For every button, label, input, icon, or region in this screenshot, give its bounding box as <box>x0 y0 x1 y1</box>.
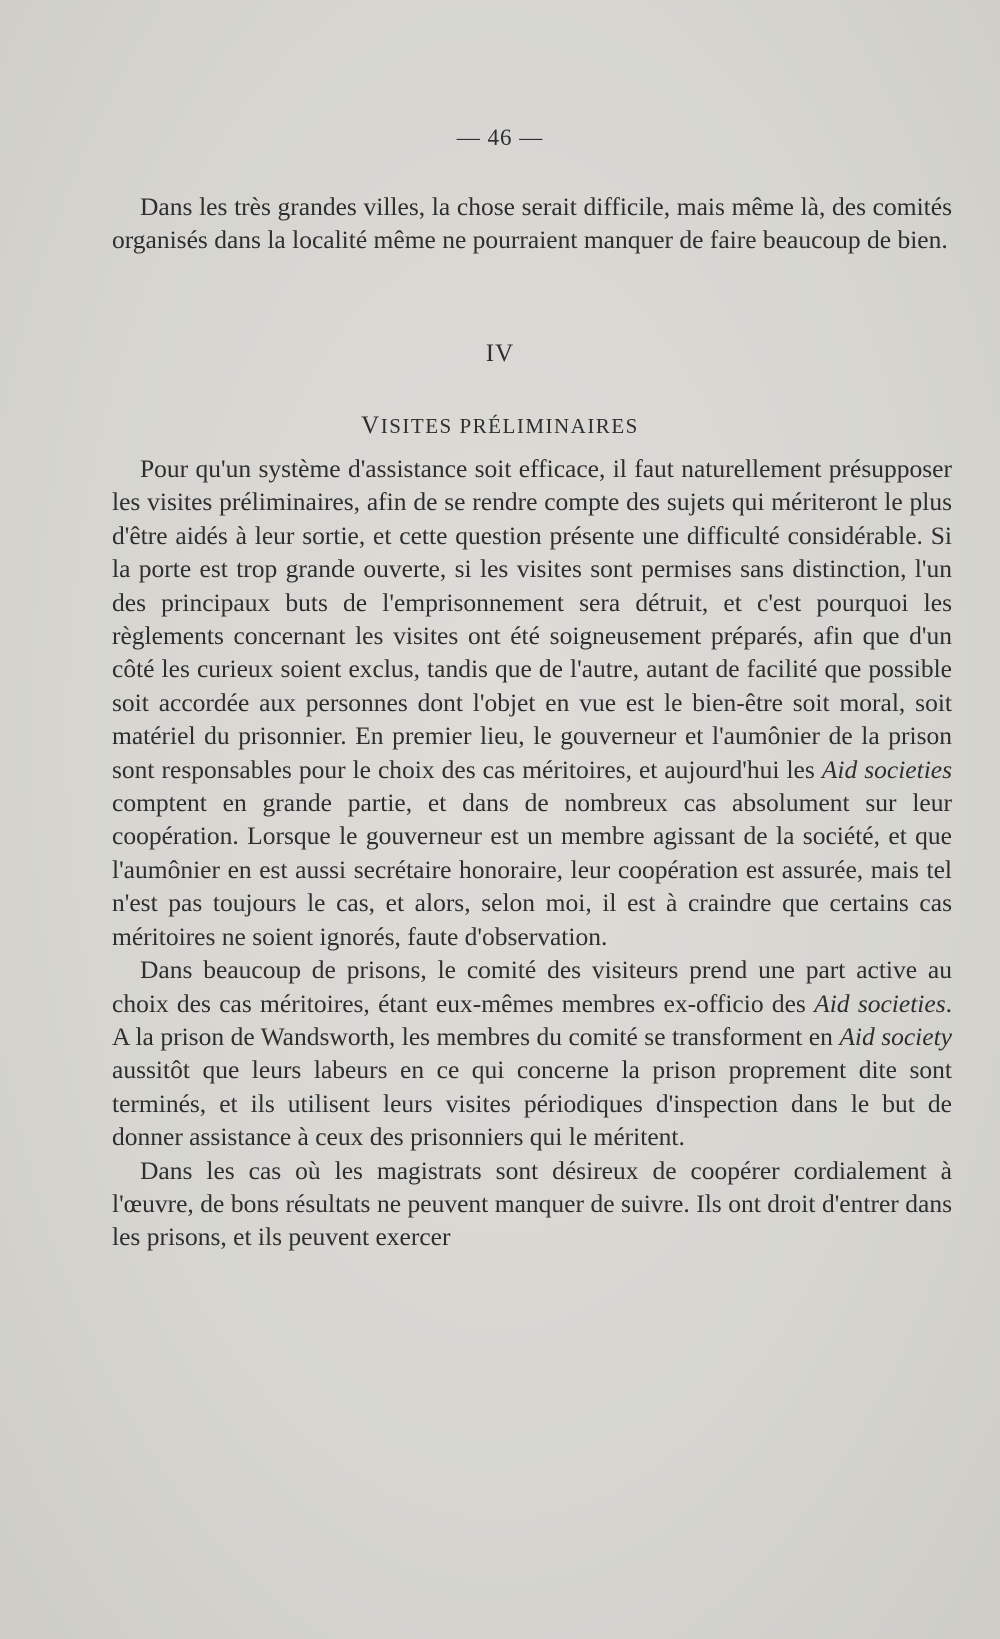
section-title-initial: V <box>361 412 381 439</box>
intro-text-block <box>112 190 952 257</box>
paragraph-text: comptent en grande partie, et dans de nombreux cas absolument sur leur coopération. Lorsque le gouverneur est un membre agissant de la société, et que l'aumônier en est aussi secrétaire honoraire, leur coopération est assurée, mais tel n'est pas toujours le cas, et alors, selon moi, il est à craindre que certains cas méritoires ne soient ignorés, faute d'observation. <box>112 788 952 951</box>
paragraph-text: Dans beaucoup de prisons, le comité des visiteurs prend une part active au choix des cas méritoires, étant eux-mêmes membres ex-officio des <box>112 955 952 1018</box>
italic-term: Aid society <box>839 1021 952 1051</box>
paragraph-visits <box>112 452 952 953</box>
paragraph-text: Pour qu'un système d'assistance soit efficace, il faut naturellement présupposer les visites préliminaires, afin de se rendre compte des sujets qui mériteront le plus d'être aidés à leur sortie, et cette question présente une difficulté considérable. Si la porte est trop grande ouverte, si les visites sont permises sans distinction, l'un des principaux buts de l'emprisonnement sera détruit, et c'est pourquoi les règlements concernant les visites ont été soigneusement préparés, afin que d'un côté les curieux soient exclus, tandis que de l'autre, autant de facilité que possible soit accordée aux personnes dont l'objet en vue est le bien-être soit moral, soit matériel du prisonnier. En premier lieu, le gouverneur et l'aumônier de la prison sont responsables pour le choix des cas méritoires, et aujourd'hui les <box>112 454 952 784</box>
intro-paragraph: Dans les très grandes villes, la chose serait difficile, mais même là, des comités organisés dans la localité même ne pourraient manquer de faire beaucoup de bien. <box>112 192 952 255</box>
italic-term: Aid societies <box>814 988 946 1018</box>
section-title <box>0 412 1000 440</box>
main-text-block <box>112 452 952 1254</box>
italic-term: Aid societies <box>821 754 953 784</box>
paragraph-text: aussitôt que leurs labeurs en ce qui concerne la prison proprement dite sont terminés, et ils utilisent leurs visites périodiques d'inspection dans le but de donner assistance à ceux des prisonniers qui le méritent. <box>112 1055 952 1152</box>
paragraph-text: . A la prison de Wandsworth, les membres du comité se transforment en <box>112 988 952 1051</box>
section-numeral: IV <box>485 340 515 367</box>
section-title-rest: ISITES PRÉLIMINAIRES <box>380 414 639 438</box>
page-number: — 46 — <box>456 125 544 150</box>
paragraph-committee <box>112 953 952 1153</box>
paragraph-magistrates: Dans les cas où les magistrats sont désireux de coopérer cordialement à l'œuvre, de bons résultats ne peuvent manquer de suivre. Ils ont droit d'entrer dans les prisons, et ils peuvent exercer <box>112 1155 952 1252</box>
